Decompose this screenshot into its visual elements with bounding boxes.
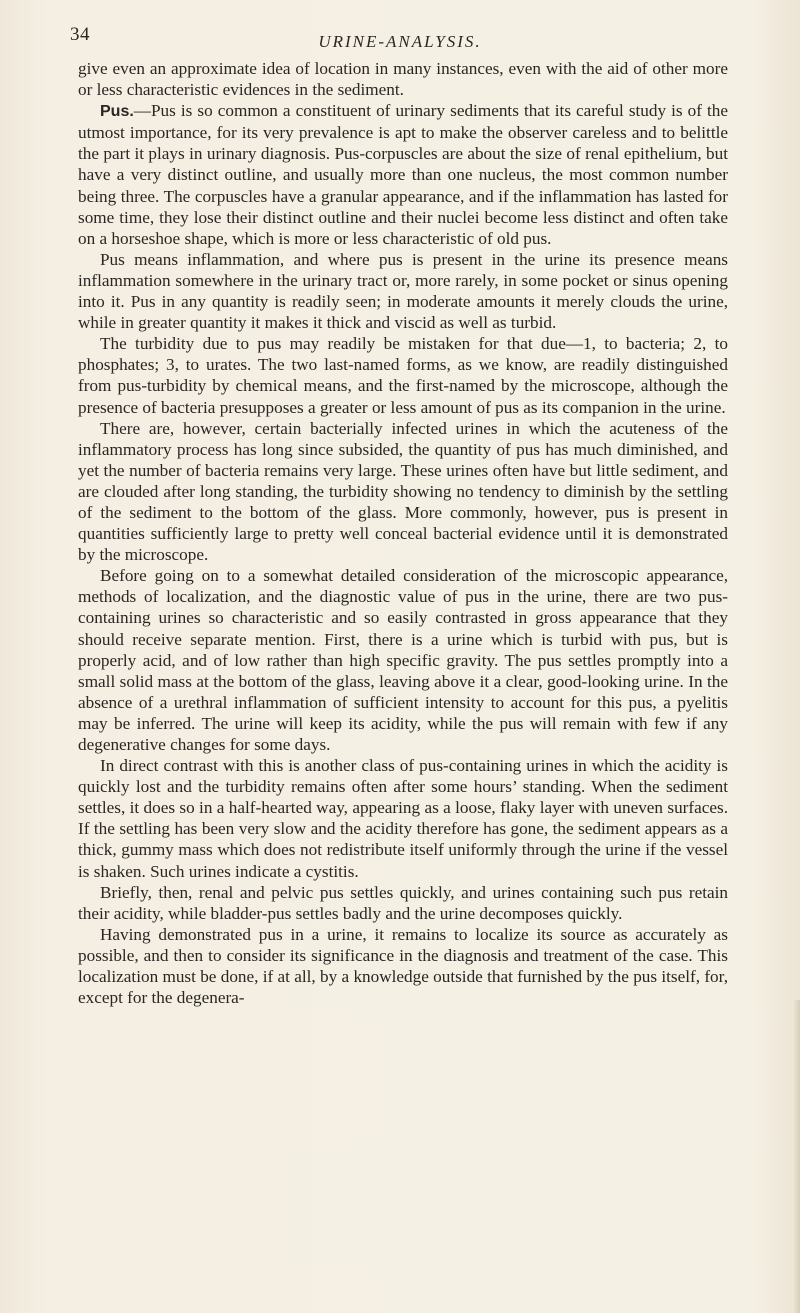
body-text (78, 58, 728, 1008)
paragraph: Briefly, then, renal and pelvic pus settles quickly, and urines containing such pus retain their acidity, while bladder-pus settles badly and the urine decomposes quickly. (78, 882, 728, 923)
paragraph-pus-intro (78, 100, 728, 249)
running-head: URINE-ANALYSIS. (318, 32, 482, 51)
paragraph: Pus means inflammation, and where pus is present in the urine its presence means inflammation somewhere in the urinary tract or, more rarely, in some pocket or sinus opening into it. Pus in any quantity is readily seen; in moderate amounts it merely clouds the urine, while in greater quantity it makes it thick and viscid as well as turbid. (78, 249, 728, 333)
paragraph: Having demonstrated pus in a urine, it remains to localize its source as accurately as possible, and then to consider its significance in the diagnosis and treatment of the case. This localization must be done, if at all, by a knowledge outside that furnished by the pus itself, for, except for the degenera- (78, 924, 728, 1008)
paragraph: Before going on to a somewhat detailed consideration of the microscopic appearance, methods of localization, and the diagnostic value of pus in the urine, there are two pus-containing urines so characteristic and so easily contrasted in gross appearance that they should receive separate mention. First, there is a urine which is turbid with pus, but is properly acid, and of low rather than high specific gravity. The pus settles promptly into a small solid mass at the bottom of the glass, leaving above it a clear, good-looking urine. In the absence of a urethral inflammation of sufficient intensity to account for this pus, a pyelitis may be inferred. The urine will keep its acidity, while the pus will remain with few if any degenerative changes for some days. (78, 566, 728, 754)
paragraph-continuation: give even an approximate idea of location in many instances, even with the aid of other more or less characteristic evidences in the sediment. (78, 59, 728, 100)
paragraph: There are, however, certain bacterially infected urines in which the acuteness of the inflammatory process has long since subsided, the quantity of pus has much diminished, and yet the number of bacteria remains very large. These urines often have but little sediment, and are clouded after long standing, the turbidity showing no tendency to diminish by the settling of the sediment to the bottom of the glass. More commonly, however, pus is present in quantities sufficiently large to pretty well conceal bacterial evidence until it is demonstrated by the microscope. (78, 418, 728, 565)
page-header (70, 24, 730, 56)
section-runin-heading: Pus. (100, 103, 134, 121)
page-edge-shadow (794, 1000, 800, 1313)
paragraph-text: —Pus is so common a constituent of urinary sediments that its careful study is of the utmost importance, for its very prevalence is apt to make the observer careless and to belittle the part it plays in urinary diagnosis. Pus-corpuscles are about the size of renal epithelium, but have a very distinct outline, and usually more than one nucleus, the most common number being three. The corpuscles have a granular appearance, and if the inflammation has lasted for some time, they lose their distinct outline and their nuclei become less distinct and often take on a horseshoe shape, which is more or less characteristic of old pus. (78, 101, 728, 248)
paragraph: The turbidity due to pus may readily be mistaken for that due—1, to bacteria; 2, to phosphates; 3, to urates. The two last-named forms, as we know, are readily distinguished from pus-turbidity by chemical means, and the first-named by the microscope, although the presence of bacteria presupposes a greater or less amount of pus as its companion in the urine. (78, 334, 728, 417)
page-number: 34 (70, 24, 90, 45)
paragraph: In direct contrast with this is another class of pus-containing urines in which the acidity is quickly lost and the turbidity remains often after some hours’ standing. When the sediment settles, it does so in a half-hearted way, appearing as a loose, flaky layer with uneven surfaces. If the settling has been very slow and the acidity therefore has gone, the sediment appears as a thick, gummy mass which does not redistribute itself uniformly through the urine if the vessel is shaken. Such urines indicate a cystitis. (78, 756, 728, 881)
